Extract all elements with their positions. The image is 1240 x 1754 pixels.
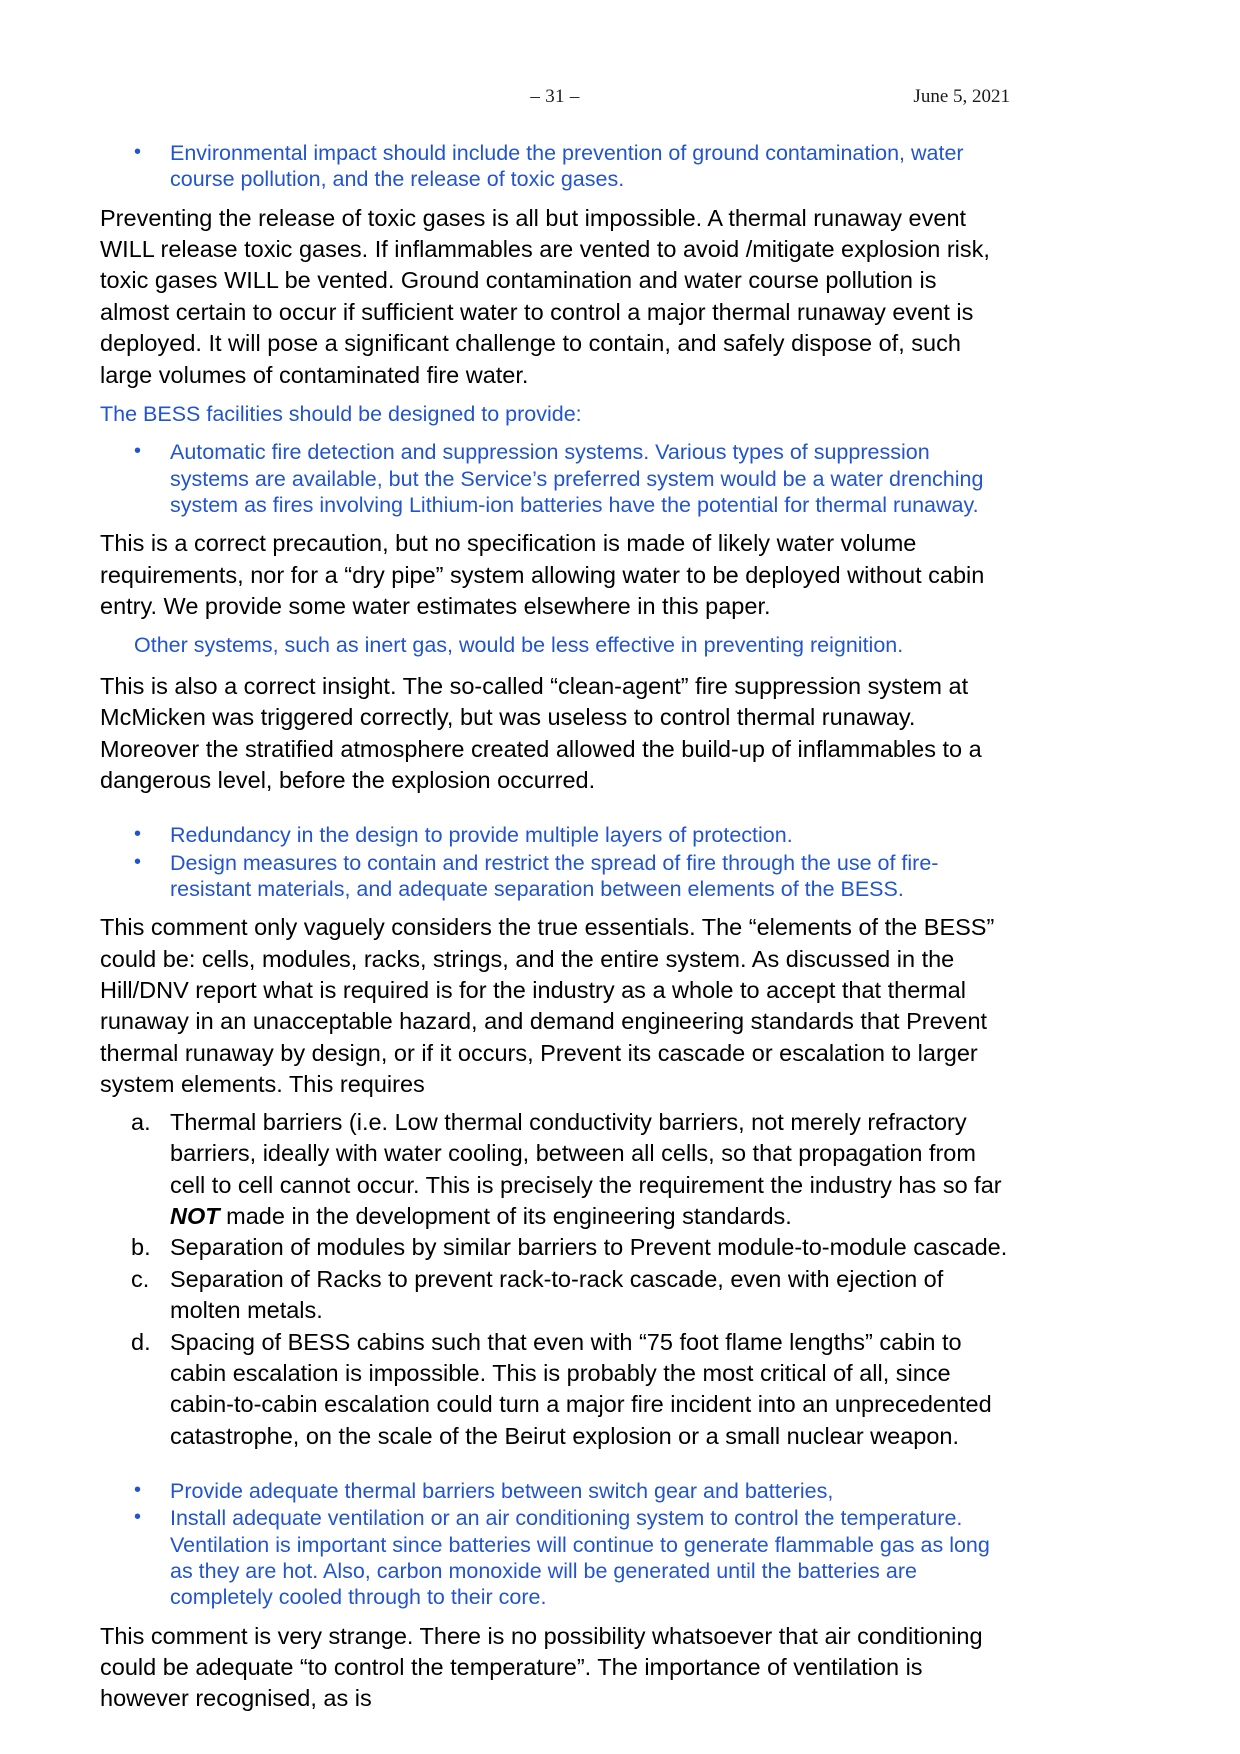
list-item: • Design measures to contain and restrict the spread of fire through the use of fire-resistant materials, and adequate separation between elements of the BESS. — [100, 850, 1012, 903]
list-item-text-after: made in the development of its engineering standards. — [219, 1202, 792, 1229]
quoted-bullet-list-4 — [100, 1478, 1012, 1610]
list-item — [100, 1107, 1012, 1233]
list-item: Separation of Racks to prevent rack-to-rack cascade, even with ejection of molten metals. — [170, 1265, 944, 1324]
quoted-indent-1: Other systems, such as inert gas, would be less effective in preventing reignition. — [134, 633, 904, 658]
list-item: • Install adequate ventilation or an air conditioning system to control the temperature. Ventilation is important since batteries will continue to generate flammable gas as long as they are hot. Also, carbon monoxide will be generated until the batteries are completely cooled through to their core. — [100, 1505, 1012, 1610]
document-date: June 5, 2021 — [913, 86, 1010, 107]
body-paragraph-1: Preventing the release of toxic gases is all but impossible. A thermal runaway event WILL release toxic gases. If inflammables are vented to avoid /mitigate explosion risk, toxic gases WILL be vented. Ground contamination and water course pollution is almost certain to occur if sufficient water to control a major thermal runaway event is deployed. It will pose a significant challenge to contain, and safely dispose of, such large volumes of contaminated fire water. — [100, 204, 990, 388]
list-item-text-before: Thermal barriers (i.e. Low thermal conductivity barriers, not merely refractory barriers, ideally with water cooling, between all cells, so that propagation from cell to cell cannot occur. This is precisely the requirement the industry has so far — [170, 1108, 1002, 1198]
document-body — [100, 132, 1012, 1715]
list-item: • Redundancy in the design to provide multiple layers of protection. — [100, 822, 1012, 848]
quoted-heading-1: The BESS facilities should be designed to provide: — [100, 402, 582, 427]
body-paragraph-4: This comment only vaguely considers the true essentials. The “elements of the BESS” could be: cells, modules, racks, strings, and the entire system. As discussed in the Hill/DNV report what is required is for the industry as a whole to accept that thermal runaway in an unacceptable hazard, and demand engineering standards that Prevent thermal runaway by design, or if it occurs, Prevent its cascade or escalation to larger system elements. This requires — [100, 914, 995, 1098]
list-item: • Environmental impact should include the prevention of ground contamination, water course pollution, and the release of toxic gases. — [100, 140, 1012, 193]
list-item: • Automatic fire detection and suppression systems. Various types of suppression systems are available, but the Service’s preferred system would be a water drenching system as fires involving Lithium-ion batteries have the potential for thermal runaway. — [100, 439, 1012, 518]
body-paragraph-3: This is also a correct insight. The so-called “clean-agent” fire suppression system at McMicken was triggered correctly, but was useless to control thermal runaway. Moreover the stratified atmosphere created allowed the build-up of inflammables to a dangerous level, before the explosion occurred. — [100, 672, 982, 793]
quoted-bullet-list-2 — [100, 439, 1012, 518]
paragraph-spacer — [100, 802, 1012, 814]
page-header — [100, 86, 1010, 112]
list-item: Spacing of BESS cabins such that even with “75 foot flame lengths” cabin to cabin escalation is impossible. This is probably the most critical of all, since cabin-to-cabin escalation could turn a major fire incident into an unprecedented catastrophe, on the scale of the Beirut explosion or a small nuclear weapon. — [170, 1328, 992, 1449]
emphasis-not: NOT — [170, 1202, 220, 1229]
body-paragraph-5: This comment is very strange. There is no possibility whatsoever that air conditioning could be adequate “to control the temperature”. The importance of ventilation is however recognised, as is — [100, 1622, 983, 1712]
lettered-requirement-list — [100, 1107, 1012, 1452]
quoted-bullet-list-1 — [100, 140, 1012, 193]
list-item: Separation of modules by similar barriers to Prevent module-to-module cascade. — [170, 1234, 1008, 1261]
page-number: – 31 – — [530, 86, 580, 107]
list-item: • Provide adequate thermal barriers between switch gear and batteries, — [100, 1478, 1012, 1504]
paragraph-spacer — [100, 1458, 1012, 1470]
quoted-bullet-list-3 — [100, 822, 1012, 902]
body-paragraph-2: This is a correct precaution, but no specification is made of likely water volume requirements, nor for a “dry pipe” system allowing water to be deployed without cabin entry. We provide some water estimates elsewhere in this paper. — [100, 530, 985, 620]
